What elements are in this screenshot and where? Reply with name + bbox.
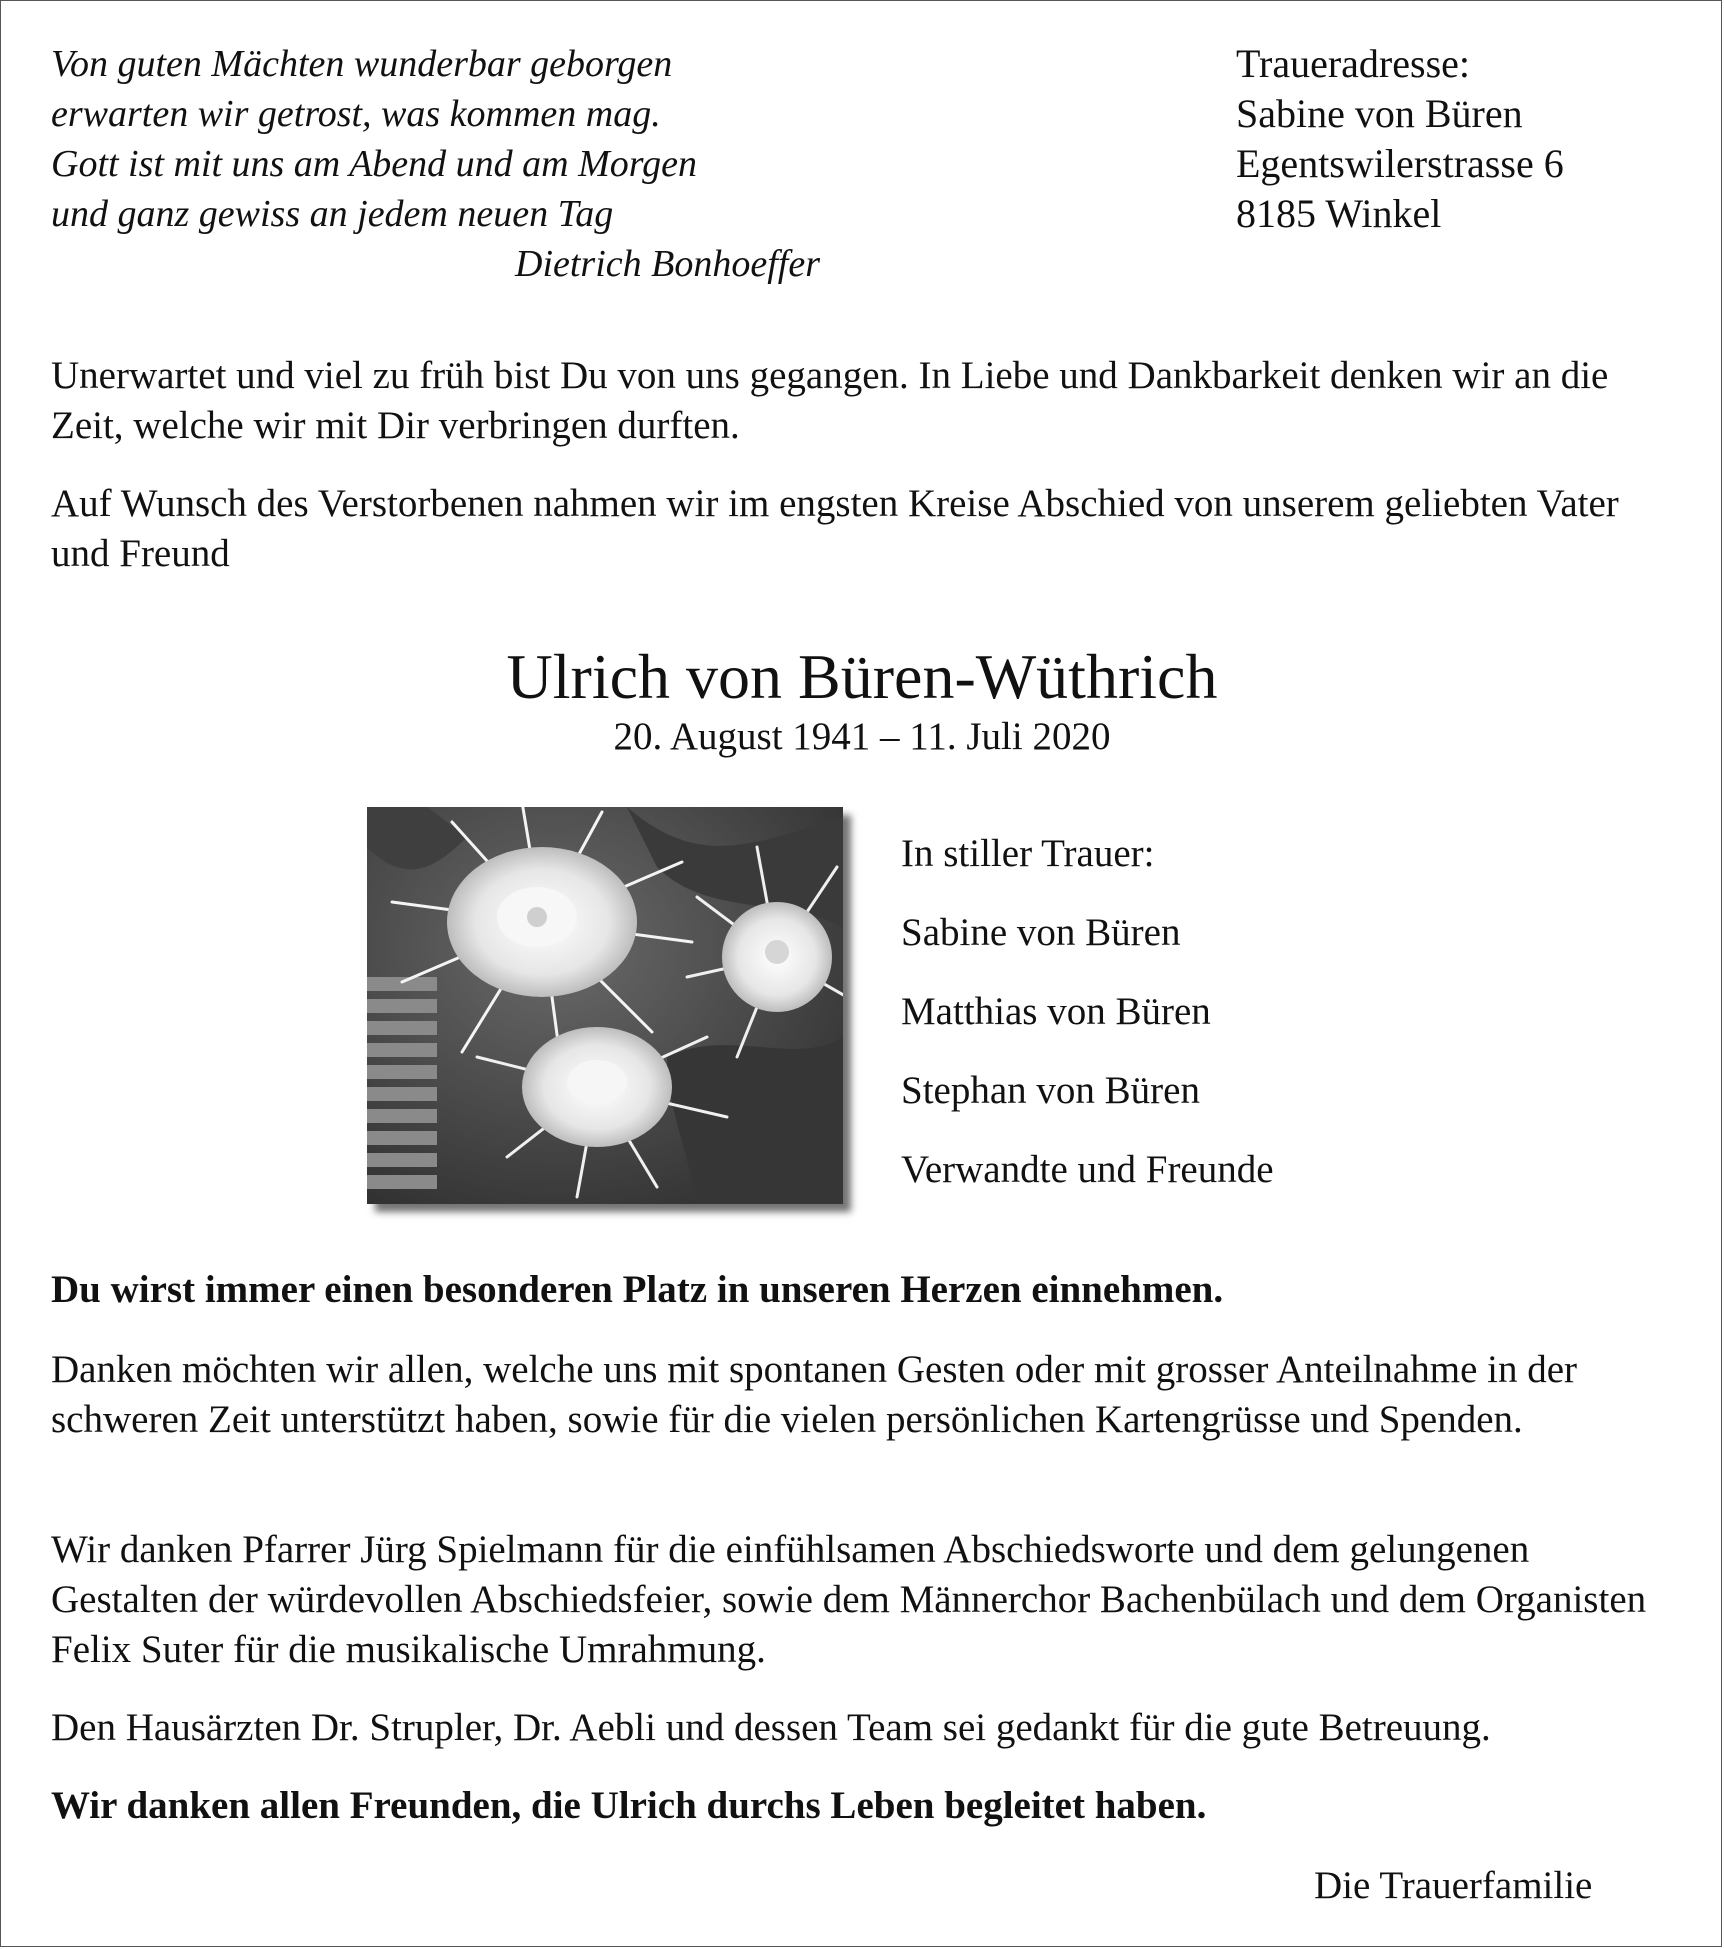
poem-line: erwarten wir getrost, was kommen mag. <box>51 93 661 135</box>
address-label: Traueradresse: <box>1236 41 1471 86</box>
thanks-paragraph-3: Den Hausärzten Dr. Strupler, Dr. Aebli und dessen Team sei gedankt für die gute Betreuung. <box>51 1706 1491 1749</box>
poem-line: Gott ist mit uns am Abend und am Morgen <box>51 143 697 185</box>
intro-paragraph-2: Auf Wunsch des Verstorbenen nahmen wir im engsten Kreise Abschied von unserem geliebten Vater und Freund <box>51 482 1619 575</box>
deceased-name: Ulrich von Büren-Wüthrich <box>506 641 1218 712</box>
mourner-name: Verwandte und Freunde <box>901 1148 1274 1191</box>
signoff: Die Trauerfamilie <box>1314 1864 1593 1907</box>
heart-statement: Du wirst immer einen besonderen Platz in unseren Herzen einnehmen. <box>51 1268 1224 1311</box>
flower-photo-icon <box>367 807 843 1204</box>
address-city: 8185 Winkel <box>1236 191 1442 236</box>
poem-line: Von guten Mächten wunderbar geborgen <box>51 43 673 85</box>
poem-author: Dietrich Bonhoeffer <box>515 243 820 285</box>
thanks-paragraph-1: Danken möchten wir allen, welche uns mit spontanen Gesten oder mit grosser Anteilnahme in der schweren Zeit unterstützt haben, sowie für die vielen persönlichen Kartengrüsse und Spenden. <box>51 1348 1578 1441</box>
mourner-name: Sabine von Büren <box>901 911 1181 954</box>
mourner-name: Matthias von Büren <box>901 990 1211 1033</box>
mourners-label: In stiller Trauer: <box>901 832 1155 875</box>
poem <box>51 39 697 239</box>
intro-paragraph-1: Unerwartet und viel zu früh bist Du von uns gegangen. In Liebe und Dankbarkeit denken wir an die Zeit, welche wir mit Dir verbringen durften. <box>51 354 1609 447</box>
mourning-address <box>1236 39 1564 239</box>
poem-line: und ganz gewiss an jedem neuen Tag <box>51 193 614 235</box>
mourners-list <box>901 829 1274 1224</box>
flower-photo <box>367 807 843 1204</box>
life-dates: 20. August 1941 – 11. Juli 2020 <box>613 715 1111 758</box>
friends-statement: Wir danken allen Freunden, die Ulrich durchs Leben begleitet haben. <box>51 1784 1207 1827</box>
thanks-paragraph-2: Wir danken Pfarrer Jürg Spielmann für die einfühlsamen Abschiedsworte und dem gelungenen Gestalten der würdevollen Abschiedsfeier, sowie dem Männerchor Bachenbülach und dem Organisten Felix Suter für die musikalische Umrahmung. <box>51 1528 1647 1671</box>
mourner-name: Stephan von Büren <box>901 1069 1200 1112</box>
address-name: Sabine von Büren <box>1236 91 1523 136</box>
address-street: Egentswilerstrasse 6 <box>1236 141 1564 186</box>
